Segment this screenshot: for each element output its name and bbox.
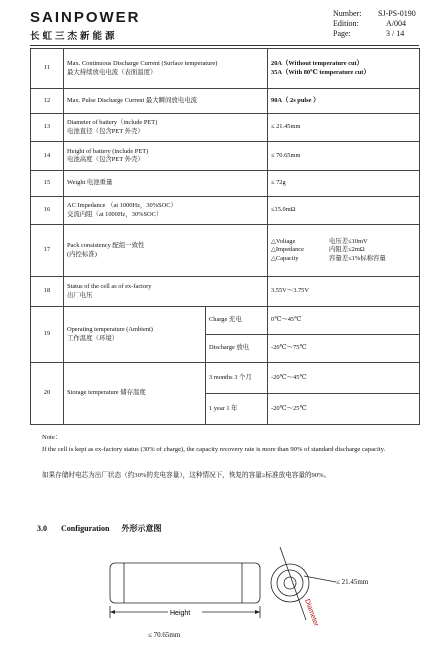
note-label: Note： (42, 434, 62, 441)
section-number: 3.0 (37, 524, 47, 533)
doc-edition: A/004 (386, 19, 406, 28)
row-number: 16 (31, 197, 64, 225)
value-line: ≤ 70.65mm (271, 151, 301, 159)
table-row (31, 142, 420, 171)
section-heading (37, 523, 161, 534)
row-number: 13 (31, 114, 64, 142)
item-en: Max. Continuous Discharge Current (Surface temperature) (67, 60, 218, 67)
item-cn: (内控标准) (67, 250, 97, 258)
row-number: 17 (31, 225, 64, 277)
note-cn: 如果存储时电芯为出厂状态（约30%的充电容量），这种情况下，恢复的容量≥标准放电容量的90%。 (42, 472, 331, 479)
item-cn: 工作温度（环境） (67, 334, 119, 342)
section-title: Configuration (61, 524, 110, 533)
item-en: Status of the cell as of ex-factory (67, 283, 152, 290)
table-row (31, 307, 420, 335)
section-title-cn: 外形示意图 (121, 524, 162, 533)
table-row (31, 114, 420, 142)
table-row (31, 277, 420, 307)
row-number: 12 (31, 89, 64, 114)
doc-meta (333, 9, 416, 39)
table-row (31, 171, 420, 197)
consistency-voltage: △Voltage 电压差≤10mV (271, 237, 368, 245)
row-number: 11 (31, 49, 64, 89)
item-en: Diameter of battery（include PET) (67, 119, 158, 126)
doc-page: 3 / 14 (386, 29, 405, 38)
value-line: ≤ 21.45mm (271, 123, 301, 131)
condition-value: 0℃～45℃ (268, 307, 420, 335)
table-row (31, 197, 420, 225)
doc-number: SJ-PS-0190 (378, 9, 416, 18)
item-cn: 电池直径（包含PET 外壳） (67, 127, 144, 135)
edition-label: Edition: (333, 19, 359, 28)
diameter-dimension: ≤ 21.45mm (336, 578, 369, 586)
table-row (31, 225, 420, 277)
item-en: Max. Pulse Discharge Current 最大瞬间放电电流 (67, 96, 197, 104)
consistency-capacity: △Capacity 容量差≤1%标称容量 (271, 254, 386, 262)
item-cn: 出厂电压 (67, 291, 93, 299)
item-cn: 电池高度（包含PET 外壳） (67, 156, 144, 163)
row-number: 20 (31, 363, 64, 425)
number-label: Number: (333, 9, 362, 18)
condition-value: -20℃～45℃ (268, 363, 420, 394)
company-logo-cn: 长虹三杰新能源 (30, 31, 118, 42)
item-en: Pack consistency 配组一致性 (67, 242, 145, 249)
condition-cell: 1 year 1 年 (206, 394, 268, 425)
note-en: If the cell is kept as ex-factory status (30% of charge), the capacity recovery rate is more than 90% of standard discharge capacity. (42, 446, 386, 453)
item-cn: 交流内阻（at 1000Hz，30%SOC） (67, 210, 163, 218)
value-line: 3.55V～3.75V (271, 287, 309, 295)
condition-cell: Discharge 放电 (206, 335, 268, 363)
row-number: 19 (31, 307, 64, 363)
arrow-head-left (110, 610, 115, 614)
cell-body-outline (110, 563, 260, 603)
spec-table (30, 48, 420, 425)
cell-drawing (90, 540, 350, 640)
table-row (31, 89, 420, 114)
consistency-impedance: △Impedance 内阻差≤2mΩ (271, 246, 365, 254)
value-line: ≤ 72g (271, 179, 286, 187)
value-line: ≤15.0mΩ (271, 206, 296, 214)
height-label: Height (170, 610, 191, 617)
value-line: 20A（Without temperature cut） (271, 60, 364, 67)
arrow-head-right (255, 610, 260, 614)
item-en: AC Impedance （at 1000Hz，30%SOC） (67, 202, 177, 209)
value-line: 90A（ 2s pulse ） (271, 96, 320, 104)
item-en: Height of battery (include PET) (67, 147, 149, 155)
condition-cell: 3 months 3 个月 (206, 363, 268, 394)
table-row (31, 363, 420, 394)
company-logo-text: SAINPOWER (30, 9, 141, 26)
condition-cell: Charge 充电 (206, 307, 268, 335)
row-number: 18 (31, 277, 64, 307)
length-dimension: ≤ 70.65mm (148, 631, 181, 639)
value-line: 35A（With 80℃ temperature cut） (271, 68, 370, 76)
table-row (31, 49, 420, 89)
diameter-label: Diameter (303, 598, 320, 628)
item-en: Storage temperature 储存温度 (67, 389, 146, 397)
item-en: Operating temperature (Ambient) (67, 326, 153, 333)
condition-value: -20℃～25℃ (268, 394, 420, 425)
row-number: 14 (31, 142, 64, 171)
item-cn: 最大持续放电电流（表面温度） (67, 68, 157, 76)
item-en: Weight 电池重量 (67, 179, 113, 187)
header-divider (30, 45, 419, 46)
page-label: Page: (333, 29, 351, 38)
row-number: 15 (31, 171, 64, 197)
condition-value: -20℃～75℃ (268, 335, 420, 363)
